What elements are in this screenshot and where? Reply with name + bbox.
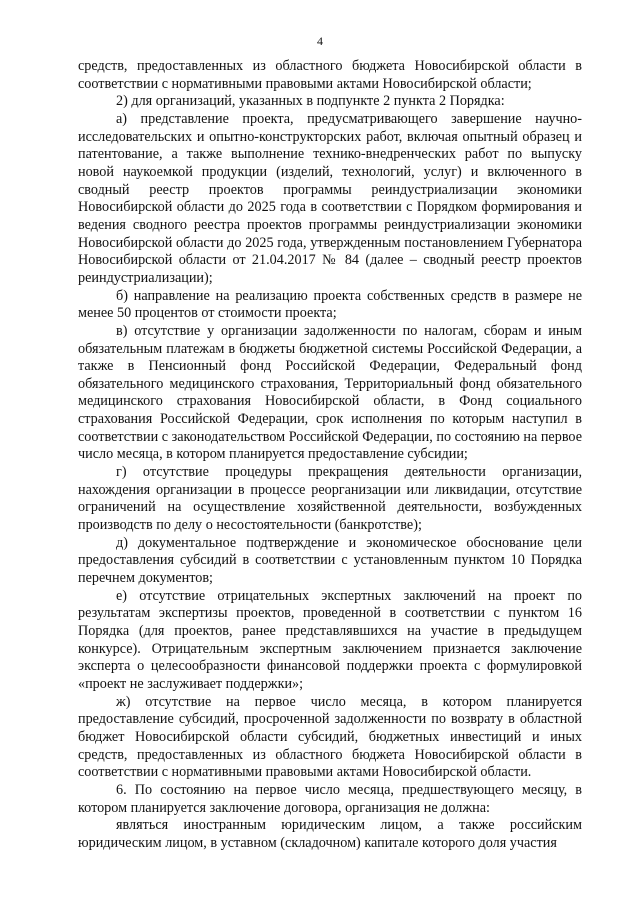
document-body [78, 58, 582, 853]
paragraph: е) отсутствие отрицательных экспертных заключений на проект по результатам экспертизы проектов, проведенной в соответствии с пунктом 16 Порядка (для проектов, ранее представлявшихся на участие в предыдущем конкурсе). Отрицательным экспертным заключением признается заключение эксперта о целесообразности финансовой поддержки проекта с формулировкой «проект не заслуживает поддержки»; [78, 587, 582, 692]
paragraph: 2) для организаций, указанных в подпункте 2 пункта 2 Порядка: [116, 93, 505, 110]
paragraph: д) документальное подтверждение и экономическое обоснование цели предоставления субсидий в соответствии с установленным пунктом 10 Порядка перечнем документов; [78, 534, 582, 587]
paragraph: в) отсутствие у организации задолженности по налогам, сборам и иным обязательным платежам в бюджеты бюджетной системы Российской Федерации, а также в Пенсионный фонд Российской Федерации, Федеральный фонд обязательного медицинского страхования, Территориальный фонд обязательного медицинского страхования Новосибирской области, в Фонд социального страхования Российской Федерации, срок исполнения по которым наступил в соответствии с законодательством Российской Федерации, по состоянию на первое число месяца, в котором планируется предоставление субсидии; [78, 322, 582, 463]
page-number: 4 [317, 34, 323, 48]
paragraph: б) направление на реализацию проекта собственных средств в размере не менее 50 процентов от стоимости проекта; [78, 287, 582, 322]
paragraph: ж) отсутствие на первое число месяца, в котором планируется предоставление субсидий, просроченной задолженности по возврату в областной бюджет Новосибирской области субсидий, бюджетных инвестиций и иных средств, предоставленных из областного бюджета Новосибирской области в соответствии с нормативными правовыми актами Новосибирской области. [78, 693, 582, 781]
paragraph: 6. По состоянию на первое число месяца, предшествующего месяцу, в котором планируется заключение договора, организация не должна: [78, 781, 582, 816]
paragraph: являться иностранным юридическим лицом, а также российским юридическим лицом, в уставном (складочном) капитале которого доля участия [78, 817, 582, 851]
paragraph: г) отсутствие процедуры прекращения деятельности организации, нахождения организации в процессе реорганизации или ликвидации, отсутствие ограничений на осуществление хозяйственной деятельности, возбужденных производств по делу о несостоятельности (банкротстве); [78, 464, 582, 534]
paragraph: средств, предоставленных из областного бюджета Новосибирской области в соответствии с нормативными правовыми актами Новосибирской области; [78, 58, 582, 92]
paragraph: а) представление проекта, предусматривающего завершение научно-исследовательских и опытно-конструкторских работ, включая опытный образец и патентование, а также выполнение технико-внедренческих работ по выпуску новой наукоемкой продукции (изделий, технологий, услуг) и включенного в сводный реестр проектов программы реиндустриализации экономики Новосибирской области до 2025 года в соответствии с Порядком формирования и ведения сводного реестра проектов программы реиндустриализации экономики Новосибирской области до 2025 года, утвержденным постановлением Губернатора Новосибирской области от 21.04.2017 № 84 (далее – сводный реестр проектов реиндустриализации); [78, 110, 582, 286]
